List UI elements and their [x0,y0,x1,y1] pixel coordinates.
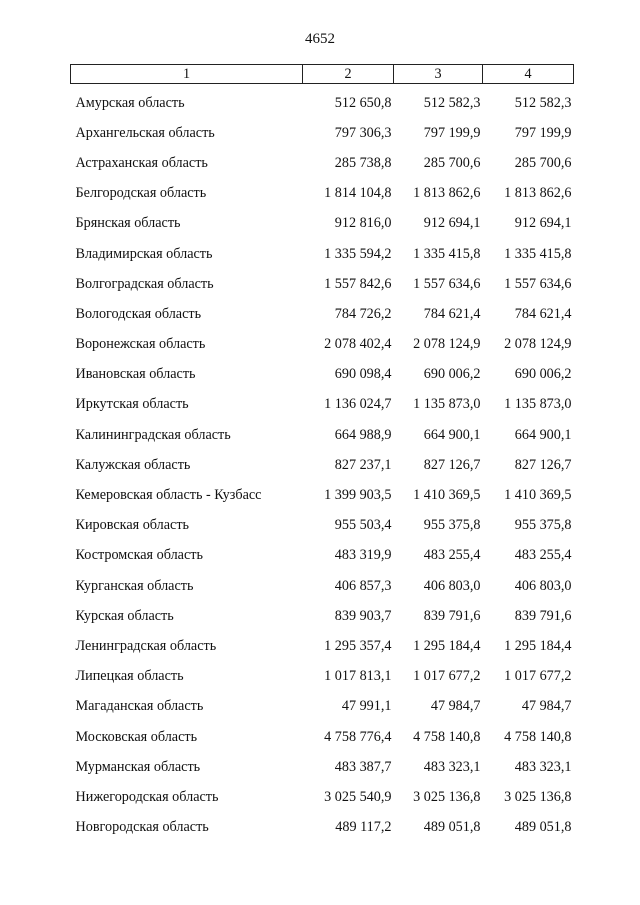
value-col-2: 406 857,3 [334,577,392,594]
region-cell: Владимирская область [75,245,213,262]
table-row [71,541,574,571]
region-cell: Кемеровская область - Кузбасс [75,487,262,504]
table-row [71,360,574,390]
table-row [71,480,574,510]
value-col-2: 483 387,7 [334,758,392,775]
page-number: 4652 [305,31,335,47]
value-col-2: 1 557 842,6 [324,275,392,292]
value-col-2: 797 306,3 [334,124,392,141]
value-col-3: 489 051,8 [423,819,481,836]
value-col-2: 512 650,8 [334,94,392,111]
region-cell: Калининградская область [75,426,231,443]
value-col-4: 827 126,7 [514,456,572,473]
region-cell: Астраханская область [75,154,208,171]
region-cell: Брянская область [75,215,181,232]
value-col-2: 1 295 357,4 [324,637,392,654]
value-col-3: 784 621,4 [423,305,481,322]
value-col-4: 4 758 140,8 [504,728,572,745]
value-col-4: 1 135 873,0 [504,396,572,413]
value-col-3: 2 078 124,9 [413,336,481,353]
value-col-4: 1 017 677,2 [504,668,572,685]
value-col-4: 3 025 136,8 [504,788,572,805]
region-cell: Московская область [75,728,198,745]
value-col-2: 912 816,0 [334,215,392,232]
table-row [71,601,574,631]
value-col-2: 1 399 903,5 [324,487,392,504]
value-col-3: 47 984,7 [430,698,481,715]
table-row [71,662,574,692]
value-col-3: 1 557 634,6 [413,275,481,292]
value-col-4: 664 900,1 [514,426,572,443]
value-col-2: 1 136 024,7 [324,396,392,413]
table-row [71,752,574,782]
header-col-1: 1 [71,65,303,84]
value-col-4: 1 557 634,6 [504,275,572,292]
value-col-3: 4 758 140,8 [413,728,481,745]
region-cell: Калужская область [75,456,191,473]
table-row [71,209,574,239]
region-cell: Курганская область [75,577,194,594]
table-row [71,118,574,148]
region-cell: Архангельская область [75,124,215,141]
value-col-3: 1 335 415,8 [413,245,481,262]
region-cell: Амурская область [75,94,185,111]
value-col-3: 664 900,1 [423,426,481,443]
value-col-2: 47 991,1 [341,698,392,715]
region-cell: Воронежская область [75,336,206,353]
value-col-4: 912 694,1 [514,215,572,232]
value-col-2: 2 078 402,4 [324,336,392,353]
value-col-2: 483 319,9 [334,547,392,564]
data-table [70,64,574,843]
value-col-4: 690 006,2 [514,366,572,383]
value-col-4: 1 410 369,5 [504,487,572,504]
value-col-4: 839 791,6 [514,607,572,624]
value-col-4: 285 700,6 [514,154,572,171]
region-cell: Мурманская область [75,758,201,775]
region-cell: Ивановская область [75,366,196,383]
region-cell: Белгородская область [75,185,207,202]
region-cell: Вологодская область [75,305,202,322]
table-row [71,782,574,812]
table-body [71,84,574,843]
value-col-4: 1 335 415,8 [504,245,572,262]
table-row [71,511,574,541]
value-col-3: 912 694,1 [423,215,481,232]
value-col-3: 1 813 862,6 [413,185,481,202]
value-col-2: 4 758 776,4 [324,728,392,745]
value-col-2: 955 503,4 [334,517,392,534]
value-col-4: 483 255,4 [514,547,572,564]
table-row [71,813,574,843]
region-cell: Липецкая область [75,668,184,685]
header-col-2: 2 [303,65,394,84]
value-col-3: 797 199,9 [423,124,481,141]
table-row [71,450,574,480]
value-col-4: 2 078 124,9 [504,336,572,353]
table-header [71,65,574,84]
value-col-2: 1 814 104,8 [324,185,392,202]
value-col-2: 664 988,9 [334,426,392,443]
region-cell: Курская область [75,607,174,624]
value-col-3: 3 025 136,8 [413,788,481,805]
table-row [71,722,574,752]
value-col-2: 285 738,8 [334,154,392,171]
value-col-2: 839 903,7 [334,607,392,624]
value-col-2: 690 098,4 [334,366,392,383]
value-col-3: 955 375,8 [423,517,481,534]
region-cell: Ленинградская область [75,637,217,654]
table-row [71,631,574,661]
region-cell: Новгородская область [75,819,209,836]
value-col-2: 1 335 594,2 [324,245,392,262]
table-row [71,692,574,722]
table-row [71,84,574,119]
region-cell: Нижегородская область [75,788,219,805]
value-col-2: 489 117,2 [335,819,392,836]
value-col-4: 489 051,8 [514,819,572,836]
region-cell: Волгоградская область [75,275,214,292]
value-col-4: 512 582,3 [514,94,572,111]
value-col-3: 483 323,1 [423,758,481,775]
header-col-3: 3 [394,65,483,84]
value-col-3: 483 255,4 [423,547,481,564]
value-col-3: 1 295 184,4 [413,637,481,654]
table-row [71,571,574,601]
table-row [71,330,574,360]
table-row [71,179,574,209]
value-col-3: 839 791,6 [423,607,481,624]
table-row [71,420,574,450]
value-col-4: 784 621,4 [514,305,572,322]
value-col-3: 285 700,6 [423,154,481,171]
value-col-3: 512 582,3 [423,94,481,111]
value-col-4: 1 295 184,4 [504,637,572,654]
table-row [71,269,574,299]
value-col-3: 827 126,7 [423,456,481,473]
region-cell: Иркутская область [75,396,189,413]
region-cell: Кировская область [75,517,190,534]
value-col-4: 483 323,1 [514,758,572,775]
table-row [71,299,574,329]
table-row [71,239,574,269]
value-col-4: 955 375,8 [514,517,572,534]
value-col-3: 406 803,0 [423,577,481,594]
region-cell: Магаданская область [75,698,204,715]
region-cell: Костромская область [75,547,203,564]
header-row [71,65,574,84]
value-col-3: 1 410 369,5 [413,487,481,504]
value-col-2: 3 025 540,9 [324,788,392,805]
value-col-4: 47 984,7 [521,698,572,715]
value-col-4: 406 803,0 [514,577,572,594]
value-col-2: 1 017 813,1 [324,668,392,685]
value-col-2: 784 726,2 [334,305,392,322]
value-col-2: 827 237,1 [334,456,392,473]
value-col-4: 1 813 862,6 [504,185,572,202]
header-col-4: 4 [483,65,574,84]
value-col-3: 1 017 677,2 [413,668,481,685]
value-col-4: 797 199,9 [514,124,572,141]
value-col-3: 690 006,2 [423,366,481,383]
value-col-3: 1 135 873,0 [413,396,481,413]
table-row [71,148,574,178]
table-row [71,390,574,420]
